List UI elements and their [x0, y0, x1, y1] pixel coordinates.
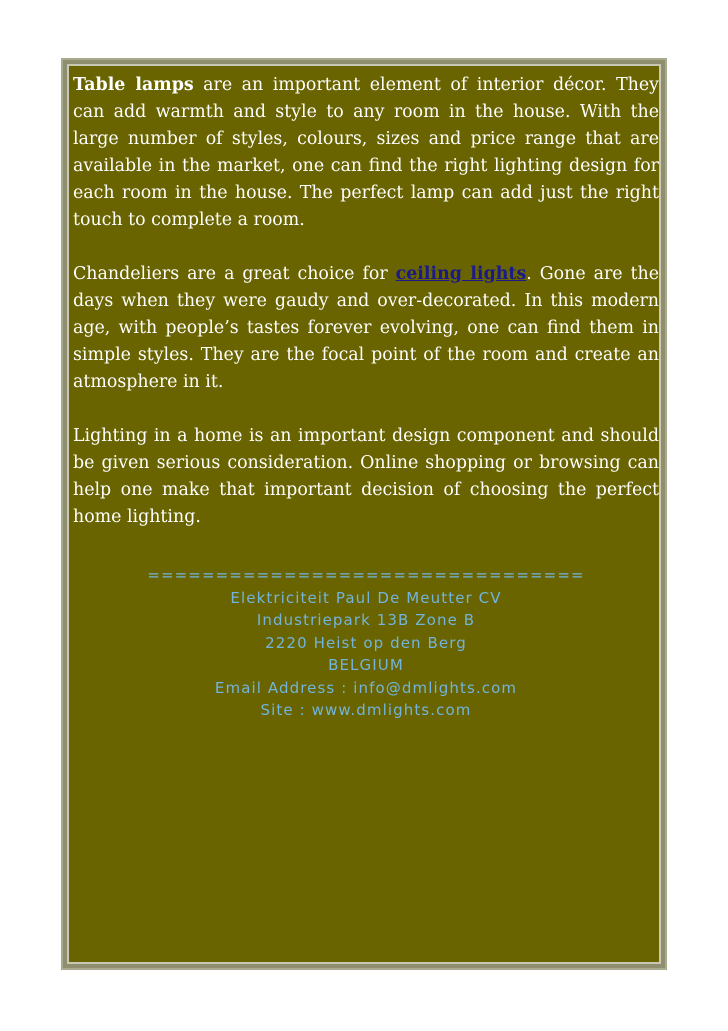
- content-panel: [67, 64, 661, 964]
- divider-line: ================================: [147, 566, 585, 584]
- paragraph-chandeliers: [73, 261, 659, 396]
- website[interactable]: Site : www.dmlights.com: [260, 701, 472, 719]
- paragraph-table-lamps: [73, 72, 659, 234]
- article-body: [73, 72, 659, 531]
- ceiling-lights-link[interactable]: ceiling lights: [395, 264, 527, 284]
- page-frame: [61, 58, 667, 970]
- paragraph-text: . Gone are the days when they were gaudy and over-decorated. In this modern age, with people’s tastes forever evolving, one can find them in simple styles. They are the focal point of the room and create an atmosphere in it.: [73, 264, 660, 392]
- street-address: Industriepark 13B Zone B: [256, 611, 476, 629]
- email-address[interactable]: Email Address : info@dmlights.com: [214, 678, 518, 697]
- address-block: [73, 564, 659, 722]
- company-name: Elektriciteit Paul De Meutter CV: [230, 588, 502, 607]
- city-address: 2220 Heist op den Berg: [265, 633, 467, 652]
- paragraph-lighting: Lighting in a home is an important design component and should be given serious consideration. Online shopping or browsing can help one make that important decision of choosing the perfect home lighting.: [73, 426, 659, 527]
- paragraph-text: Chandeliers are a great choice for: [73, 264, 396, 284]
- bold-lead: Table lamps: [73, 75, 194, 95]
- country: BELGIUM: [328, 656, 404, 674]
- paragraph-text: are an important element of interior décor. They can add warmth and style to any room in the house. With the large number of styles, colours, sizes and price range that are available in the market, one can find the right lighting design for each room in the house. The perfect lamp can add just the right touch to complete a room.: [73, 75, 659, 230]
